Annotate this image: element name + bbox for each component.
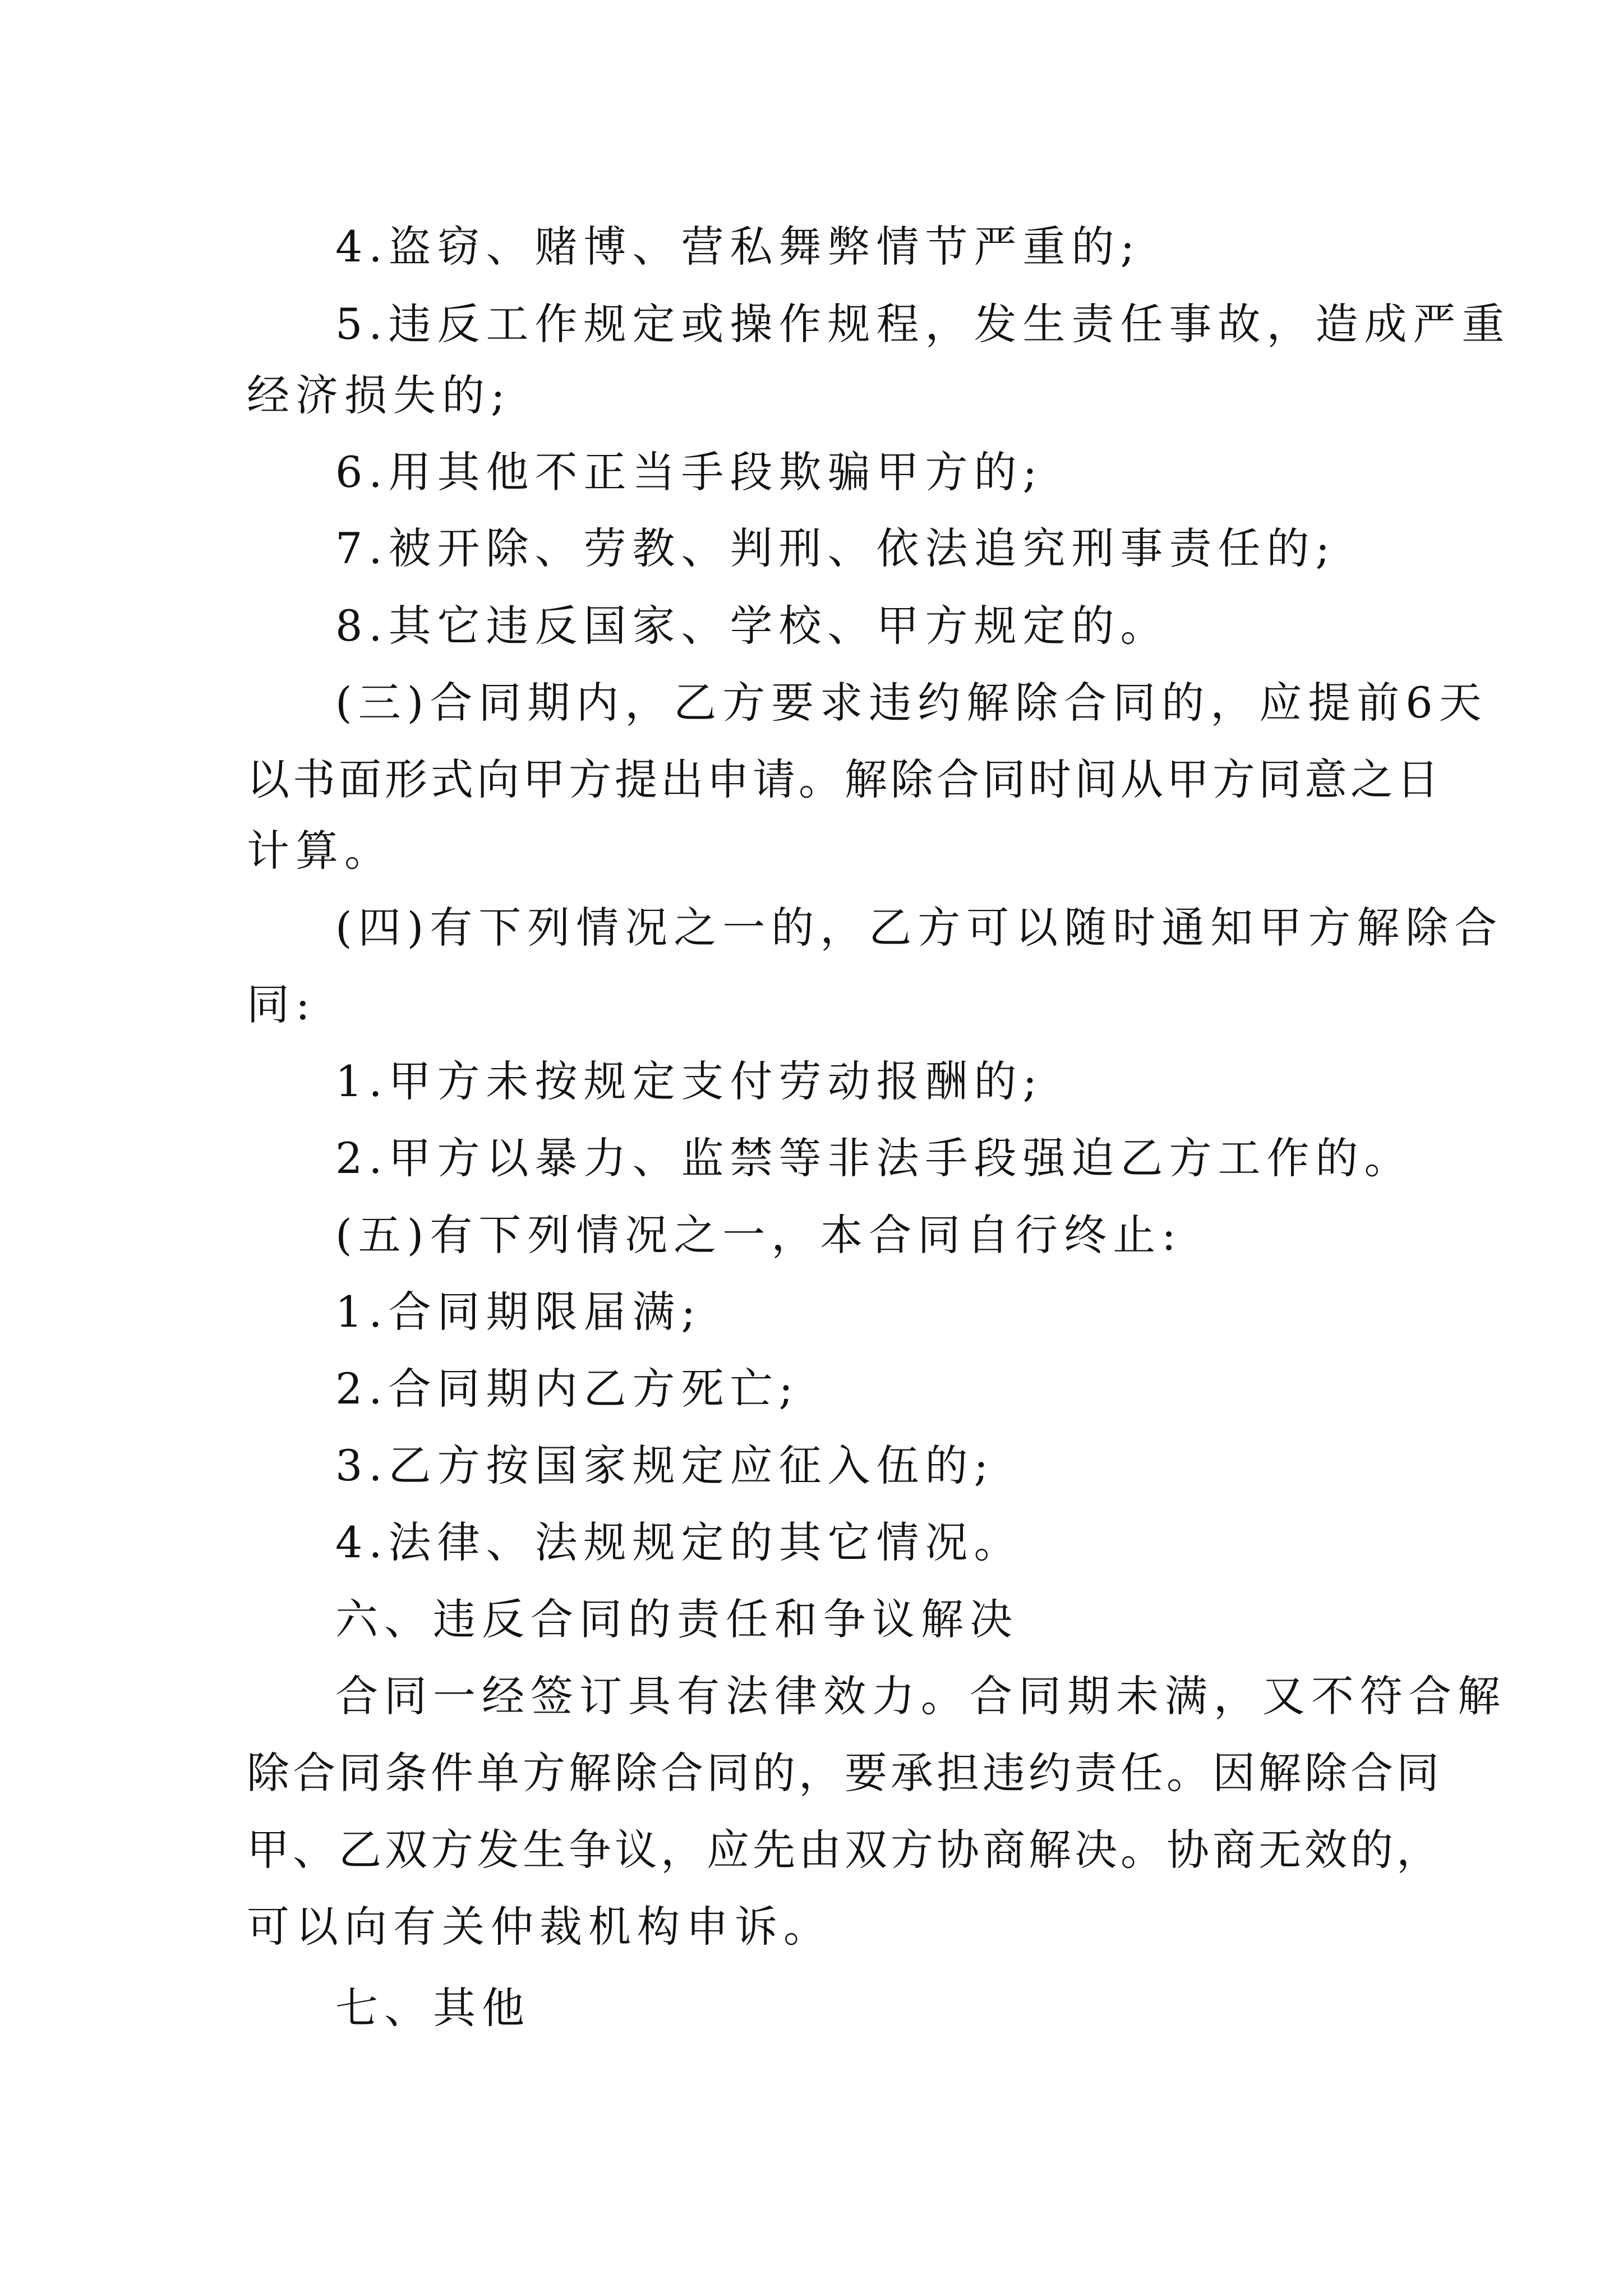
text-line: 合同一经签订具有法律效力。合同期未满，又不符合解 <box>335 1671 1506 1721</box>
section-heading: 七、其他 <box>335 1983 531 2033</box>
text-line: 3.乙方按国家规定应征入伍的; <box>335 1441 995 1490</box>
text-line: 4.盗窃、赌博、营私舞弊情节严重的; <box>335 222 1141 272</box>
text-line: 甲、乙双方发生争议，应先由双方协商解决。协商无效的， <box>247 1825 1442 1875</box>
text-line: (四)有下列情况之一的，乙方可以随时通知甲方解除合 <box>335 903 1504 953</box>
text-line: 1.甲方未按规定支付劳动报酬的; <box>335 1056 1044 1106</box>
text-line: 5.违反工作规定或操作规程，发生责任事故，造成严重 <box>335 299 1511 349</box>
text-line: 2.甲方以暴力、监禁等非法手段强迫乙方工作的。 <box>335 1133 1413 1183</box>
text-line: 4.法律、法规规定的其它情况。 <box>335 1517 1023 1567</box>
text-line: (三)合同期内，乙方要求违约解除合同的，应提前6天 <box>335 678 1488 728</box>
text-line: 计算。 <box>247 826 393 876</box>
text-line: 以书面形式向甲方提出申请。解除合同时间从甲方同意之日 <box>247 754 1442 804</box>
text-line: 7.被开除、劳教、判刑、依法追究刑事责任的; <box>335 523 1336 573</box>
text-line: 经济损失的; <box>247 370 511 420</box>
text-line: (五)有下列情况之一，本合同自行终止: <box>335 1210 1182 1260</box>
text-line: 2.合同期内乙方死亡; <box>335 1364 800 1414</box>
text-line: 可以向有关仲裁机构申诉。 <box>247 1902 832 1952</box>
text-line: 同: <box>247 979 316 1029</box>
text-line: 6.用其他不正当手段欺骗甲方的; <box>335 447 1044 497</box>
text-line: 除合同条件单方解除合同的，要承担违约责任。因解除合同 <box>247 1748 1442 1798</box>
text-line: 1.合同期限届满; <box>335 1287 702 1337</box>
text-line: 8.其它违反国家、学校、甲方规定的。 <box>335 601 1169 651</box>
section-heading: 六、违反合同的责任和争议解决 <box>335 1594 1018 1644</box>
